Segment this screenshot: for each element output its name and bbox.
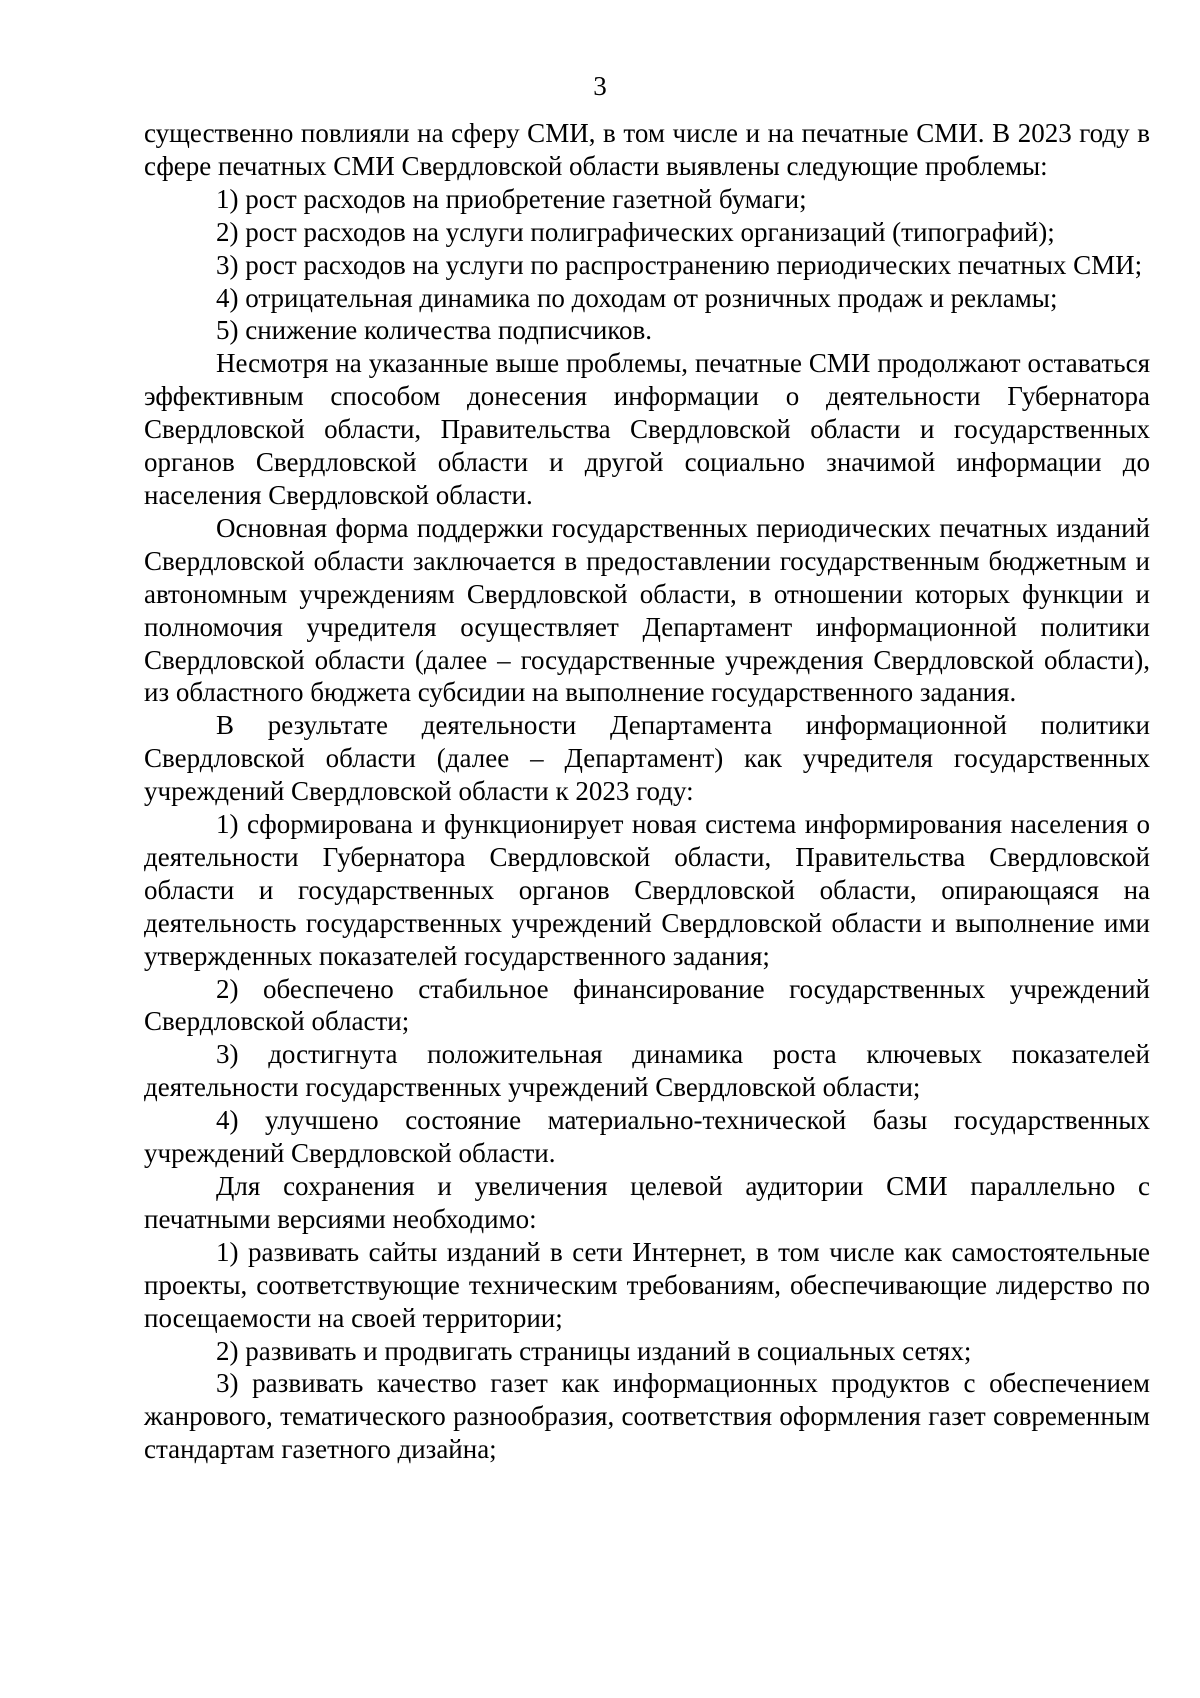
document-body bbox=[144, 117, 1150, 1466]
paragraph-audience-preservation: Для сохранения и увеличения целевой аудитории СМИ параллельно с печатными версиями необходимо: bbox=[144, 1171, 1150, 1234]
list-item-task-2: 2) развивать и продвигать страницы изданий в социальных сетях; bbox=[216, 1335, 972, 1366]
page-number: 3 bbox=[593, 71, 607, 101]
paragraph-support-form: Основная форма поддержки государственных периодических печатных изданий Свердловской области заключается в предоставлении государственным бюджетным и автономным учреждениям Свердловской области, в отношении которых функции и полномочия учредителя осуществляет Департамент информационной политики Свердловской области (далее – государственные учреждения Свердловской области), из областного бюджета субсидии на выполнение государственного задания. bbox=[144, 512, 1150, 708]
list-item-task-3: 3) развивать качество газет как информационных продуктов с обеспечением жанрового, тематического разнообразия, соответствия оформления газет современным стандартам газетного дизайна; bbox=[144, 1368, 1150, 1465]
paragraph-department-results: В результате деятельности Департамента информационной политики Свердловской области (далее – Департамент) как учредителя государственных учреждений Свердловской области к 2023 году: bbox=[144, 710, 1150, 807]
list-item-problem-5: 5) снижение количества подписчиков. bbox=[216, 315, 653, 346]
list-item-problem-2: 2) рост расходов на услуги полиграфических организаций (типографий); bbox=[216, 216, 1055, 247]
list-item-result-3: 3) достигнута положительная динамика роста ключевых показателей деятельности государственных учреждений Свердловской области; bbox=[144, 1039, 1150, 1103]
list-item-result-4: 4) улучшено состояние материально-технической базы государственных учреждений Свердловской области. bbox=[144, 1105, 1150, 1169]
list-item-task-1: 1) развивать сайты изданий в сети Интернет, в том числе как самостоятельные проекты, соответствующие техническим требованиям, обеспечивающие лидерство по посещаемости на своей территории; bbox=[144, 1236, 1150, 1333]
list-item-problem-4: 4) отрицательная динамика по доходам от розничных продаж и рекламы; bbox=[216, 282, 1058, 313]
list-item-problem-3: 3) рост расходов на услуги по распространению периодических печатных СМИ; bbox=[216, 249, 1143, 280]
list-item-result-2: 2) обеспечено стабильное финансирование государственных учреждений Свердловской области; bbox=[144, 973, 1150, 1037]
paragraph-print-media-effective: Несмотря на указанные выше проблемы, печатные СМИ продолжают оставаться эффективным способом донесения информации о деятельности Губернатора Свердловской области, Правительства Свердловской области и государственных органов Свердловской области и другой социально значимой информации до населения Свердловской области. bbox=[144, 348, 1150, 510]
paragraph-continuation: существенно повлияли на сферу СМИ, в том числе и на печатные СМИ. В 2023 году в сфере печатных СМИ Свердловской области выявлены следующие проблемы: bbox=[144, 118, 1150, 181]
list-item-problem-1: 1) рост расходов на приобретение газетной бумаги; bbox=[216, 183, 807, 214]
list-item-result-1: 1) сформирована и функционирует новая система информирования населения о деятельности Губернатора Свердловской области, Правительства Свердловской области и государственных органов Свердловской области, опирающаяся на деятельность государственных учреждений Свердловской области и выполнение ими утвержденных показателей государственного задания; bbox=[144, 809, 1150, 971]
